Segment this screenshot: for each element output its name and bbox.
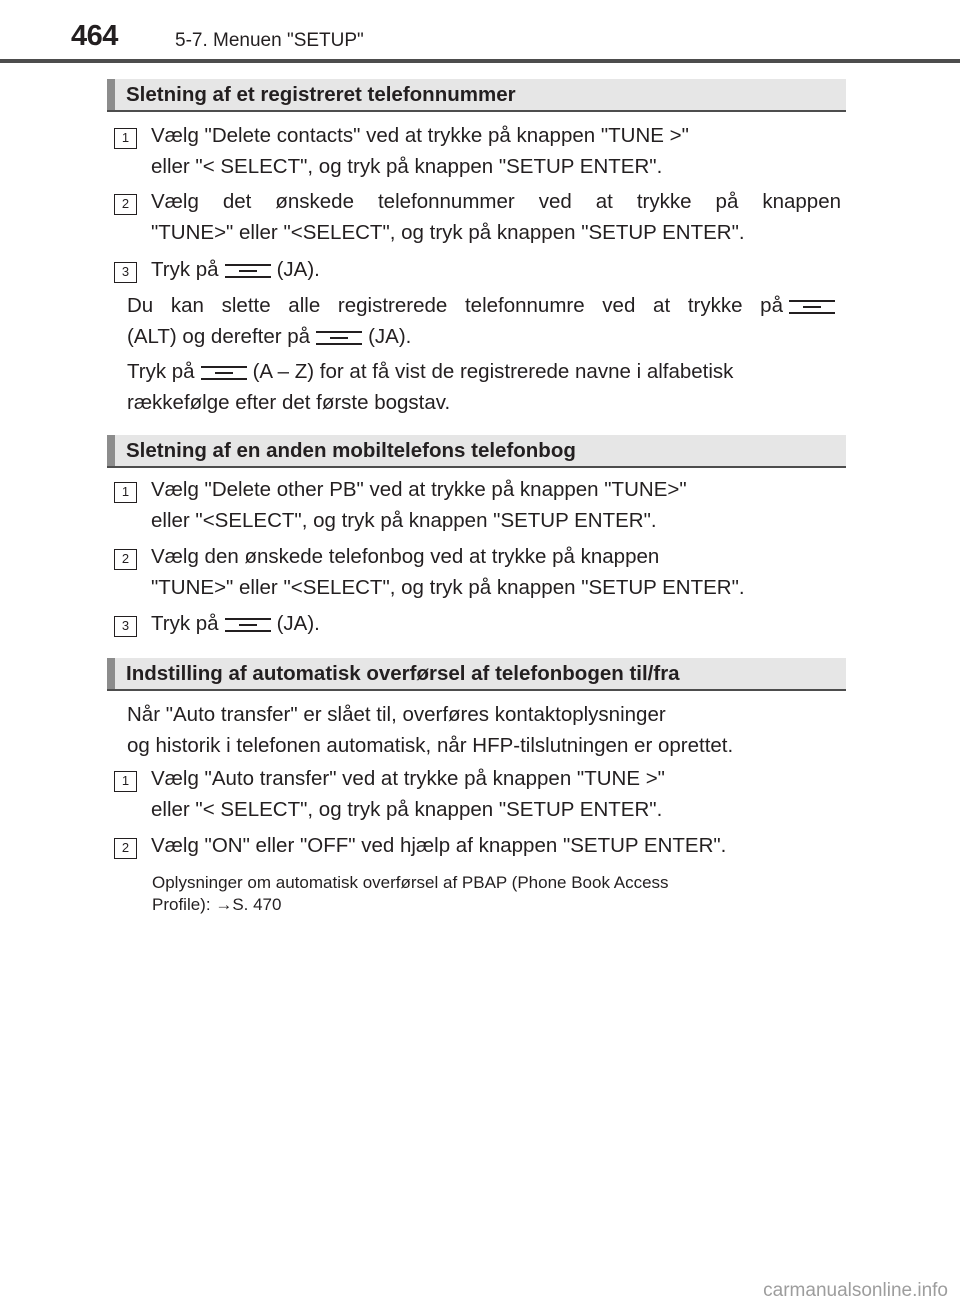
step-number-badge: 1: [114, 482, 137, 503]
page-header: [0, 0, 960, 66]
step-text: Vælg "Delete other PB" ved at trykke på knappen "TUNE>" eller "<SELECT", og tryk på knappen "SETUP ENTER".: [151, 478, 687, 532]
step-text: Vælg det ønskede telefonnummer ved at trykke på knappen "TUNE>" eller "<SELECT", og tryk på knappen "SETUP ENTER".: [151, 190, 841, 244]
a-z-button-icon: [201, 366, 247, 380]
alt-button-icon: [789, 300, 835, 314]
step-text: Tryk på (JA).: [151, 612, 320, 635]
ja-button-icon: [316, 331, 362, 345]
ja-button-icon: [225, 264, 271, 278]
page-reference-link[interactable]: S. 470: [232, 895, 282, 914]
section-heading-delete-number: Sletning af et registreret telefonnummer: [107, 79, 846, 112]
paragraph-auto-transfer-intro: Når "Auto transfer" er slået til, overføres kontaktoplysninger og historik i telefonen automatisk, når HFP-tilslutningen er oprettet.: [127, 703, 734, 757]
watermark: carmanualsonline.info: [763, 1280, 948, 1301]
ja-button-icon: [225, 618, 271, 632]
step-number-badge: 2: [114, 549, 137, 570]
page-number: 464: [71, 20, 118, 52]
paragraph-alphabetic: Tryk på (A – Z) for at få vist de registrerede navne i alfabetisk rækkefølge efter det første bogstav.: [127, 360, 734, 414]
step-number-badge: 3: [114, 616, 137, 637]
arrow-right-icon: →: [215, 895, 233, 914]
step-number-badge: 2: [114, 194, 137, 215]
section-heading-auto-transfer: Indstilling af automatisk overførsel af telefonbogen til/fra: [107, 658, 846, 691]
chapter-title: 5-7. Menuen "SETUP": [175, 30, 364, 51]
step-number-badge: 2: [114, 838, 137, 859]
step-text: Vælg "Delete contacts" ved at trykke på knappen "TUNE >" eller "< SELECT", og tryk på knappen "SETUP ENTER".: [151, 124, 689, 178]
step-text: Tryk på (JA).: [151, 258, 320, 281]
paragraph-delete-all: Du kan slette alle registrerede telefonnumre ved at trykke på (ALT) og derefter på (JA).: [127, 290, 841, 352]
step-number-badge: 3: [114, 262, 137, 283]
step-number-badge: 1: [114, 771, 137, 792]
step-text: Vælg "ON" eller "OFF" ved hjælp af knappen "SETUP ENTER".: [151, 834, 727, 857]
step-text: Vælg den ønskede telefonbog ved at trykke på knappen "TUNE>" eller "<SELECT", og tryk på knappen "SETUP ENTER".: [151, 545, 745, 599]
reference-note: Oplysninger om automatisk overførsel af PBAP (Phone Book Access Profile): →S. 470: [152, 873, 669, 914]
step-number-badge: 1: [114, 128, 137, 149]
step-text: Vælg "Auto transfer" ved at trykke på knappen "TUNE >" eller "< SELECT", og tryk på knappen "SETUP ENTER".: [151, 767, 665, 821]
header-rule: [0, 59, 960, 63]
section-heading-delete-phonebook: Sletning af en anden mobiltelefons telefonbog: [107, 435, 846, 468]
